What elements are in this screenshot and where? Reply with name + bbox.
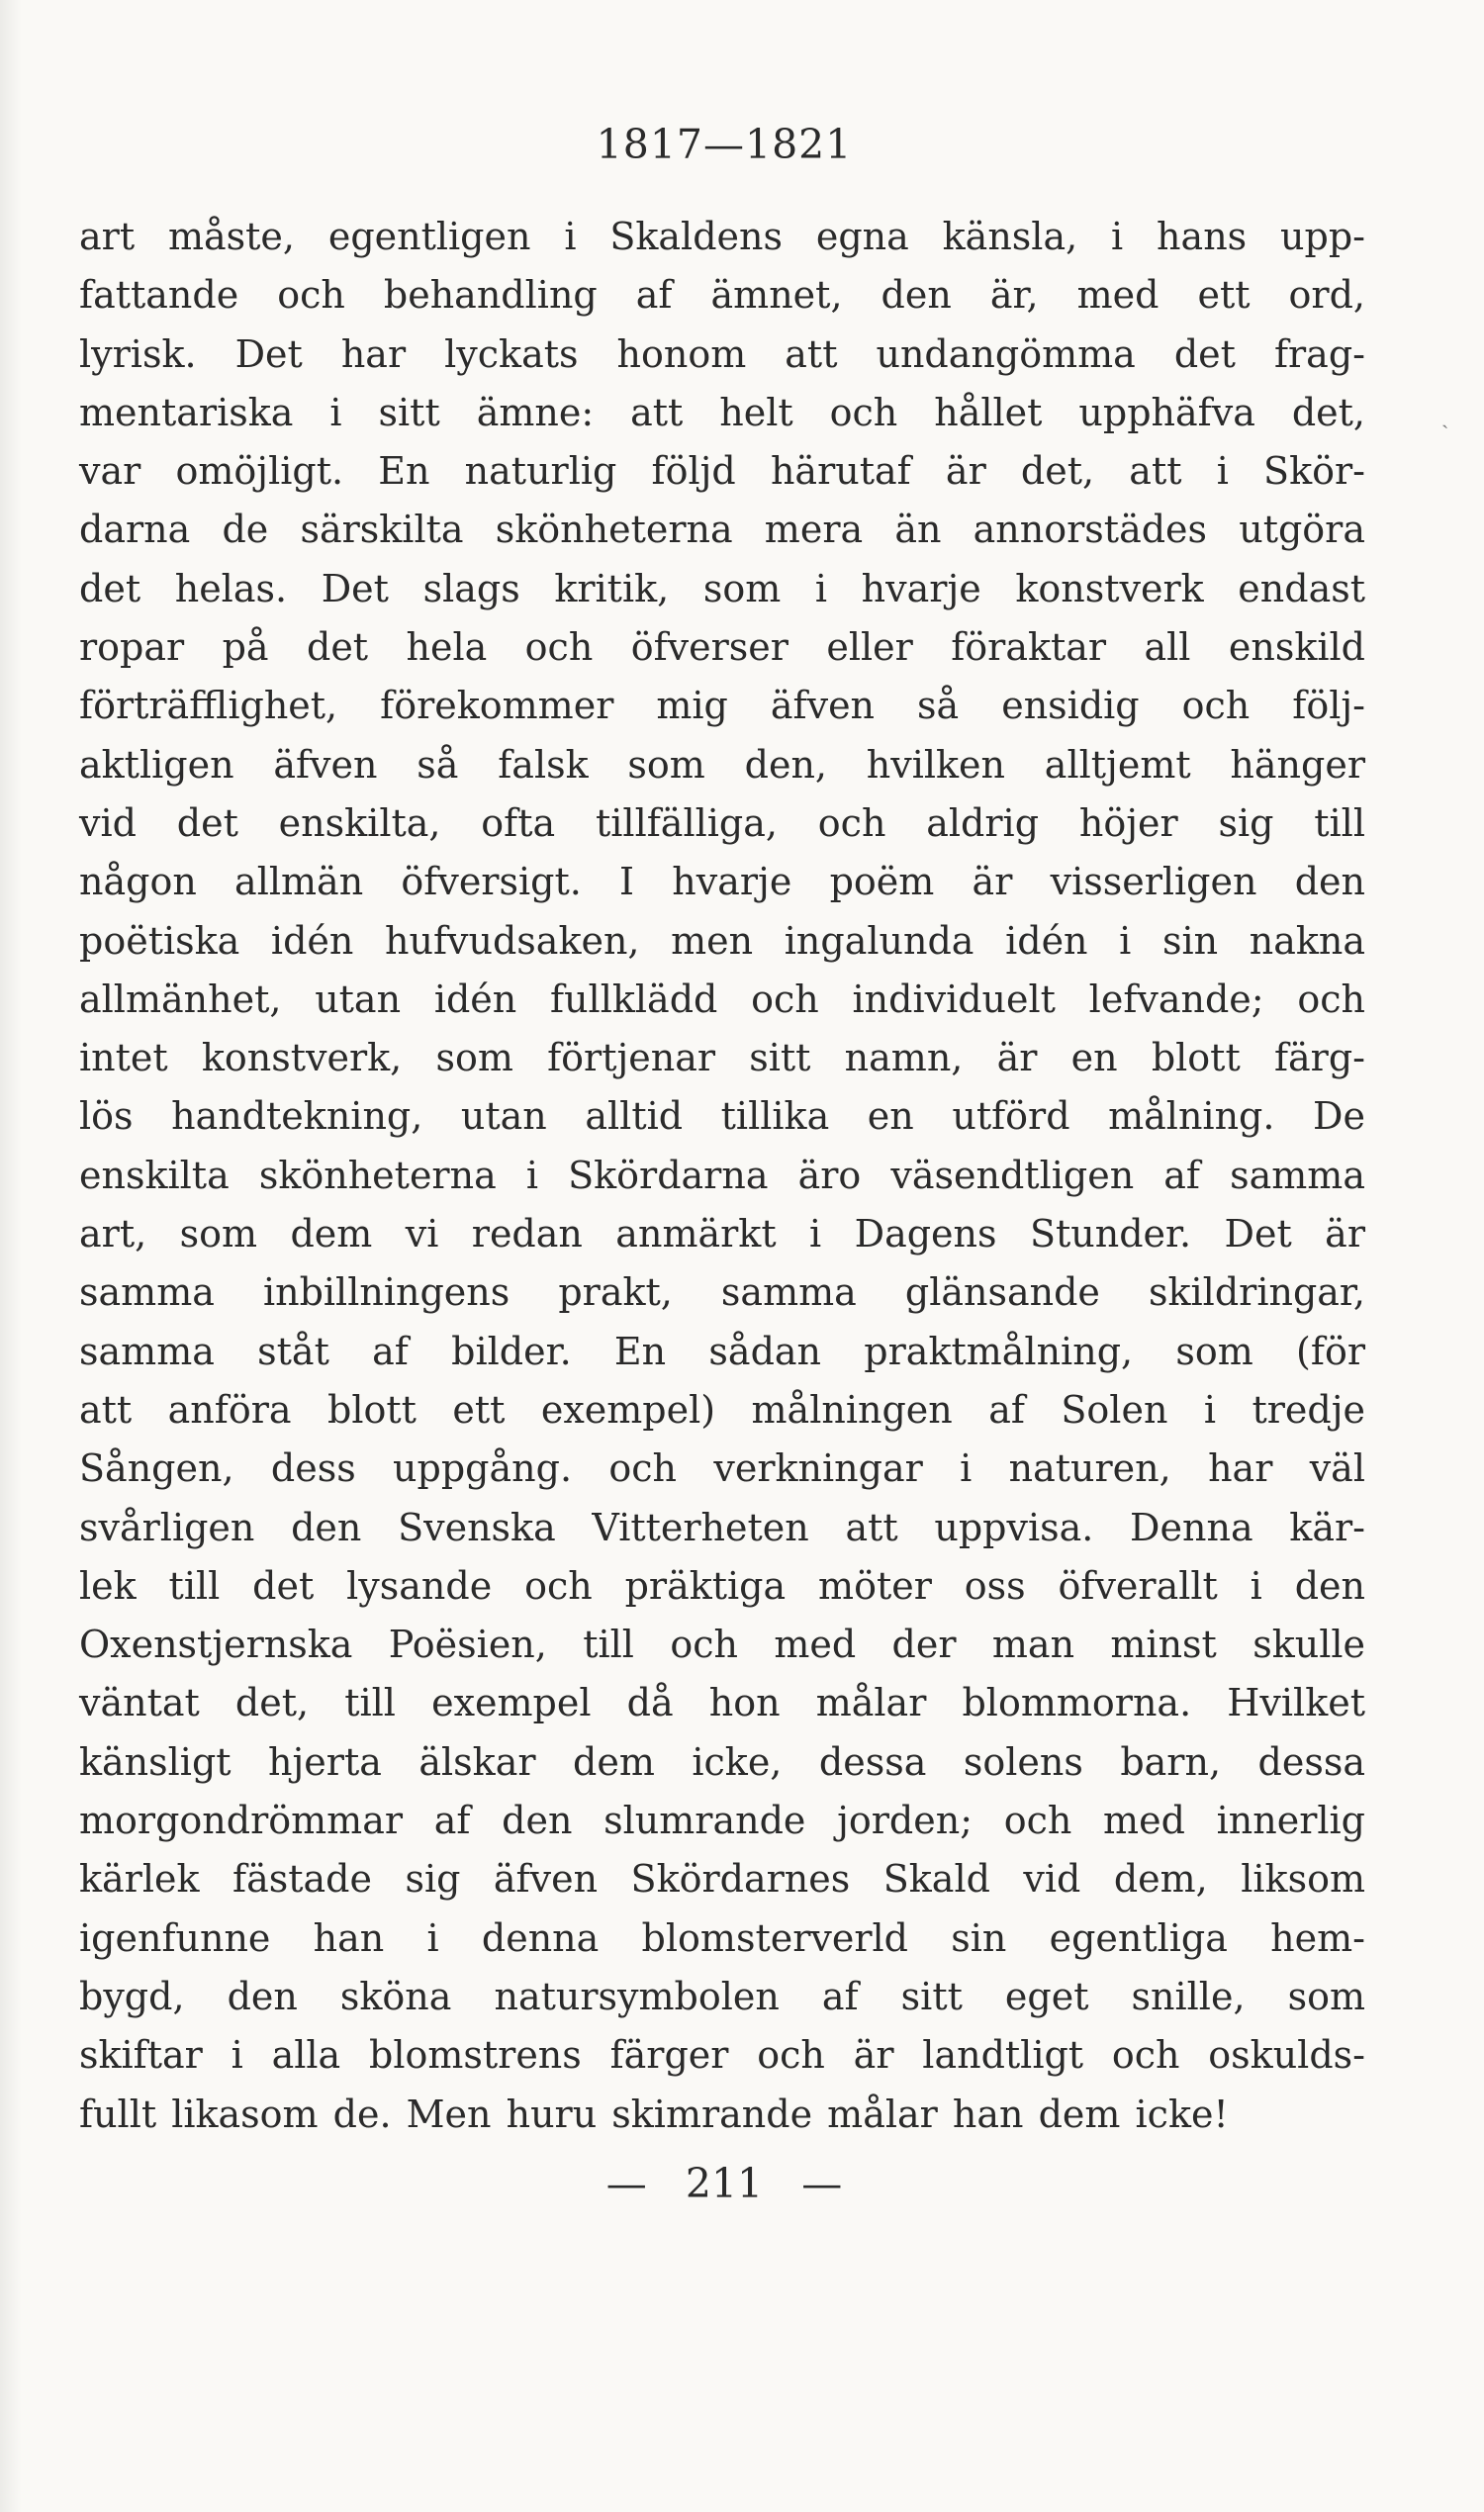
text-line: mentariska i sitt ämne: att helt och hållet upphäfva det,: [79, 390, 1365, 434]
text-line: det helas. Det slags kritik, som i hvarje konstverk endast: [79, 566, 1365, 610]
text-line: darna de särskilta skönheterna mera än annorstädes utgöra: [79, 508, 1365, 552]
text-line: lyrisk. Det har lyckats honom att undangömma det frag-: [79, 331, 1365, 376]
text-line: aktligen äfven så falsk som den, hvilken alltjemt hänger: [79, 742, 1365, 787]
text-line: samma inbillningens prakt, samma glänsande skildringar,: [79, 1270, 1365, 1315]
text-line: art, som dem vi redan anmärkt i Dagens Stunder. Det är: [79, 1212, 1365, 1256]
text-line: svårligen den Svenska Vitterheten att uppvisa. Denna kär-: [79, 1505, 1365, 1549]
margin-mark: ˏ: [1441, 405, 1449, 429]
text-line: var omöjligt. En naturlig följd härutaf är det, att i Skör-: [79, 449, 1365, 494]
text-line: kärlek fästade sig äfven Skördarnes Skald vid dem, liksom: [79, 1857, 1365, 1902]
text-line: ropar på det hela och öfverser eller föraktar all enskild: [79, 625, 1365, 670]
text-line: poëtiska idén hufvudsaken, men ingalunda idén i sin nakna: [79, 918, 1365, 963]
running-head: 1817—1821: [596, 121, 853, 168]
text-line: samma ståt af bilder. En sådan praktmålning, som (för: [79, 1329, 1365, 1373]
text-line: fullt likasom de. Men huru skimrande målar han dem icke!: [79, 2092, 1229, 2136]
text-line: Sången, dess uppgång. och verkningar i naturen, har väl: [79, 1446, 1365, 1491]
text-line: morgondrömmar af den slumrande jorden; och med innerlig: [79, 1799, 1365, 1843]
page-number: — 211 —: [605, 2160, 843, 2207]
text-line: vid det enskilta, ofta tillfälliga, och aldrig höjer sig till: [79, 800, 1365, 845]
text-line: igenfunne han i denna blomsterverld sin egentliga hem-: [79, 1915, 1365, 1960]
text-line: förträfflighet, förekommer mig äfven så ensidig och följ-: [79, 684, 1365, 728]
text-line: känsligt hjerta älskar dem icke, dessa solens barn, dessa: [79, 1739, 1365, 1784]
text-line: att anföra blott ett exempel) målningen af Solen i tredje: [79, 1387, 1365, 1432]
text-line: lös handtekning, utan alltid tillika en utförd målning. De: [79, 1094, 1365, 1139]
text-line: skiftar i alla blomstrens färger och är landtligt och oskulds-: [79, 2033, 1365, 2078]
text-line: väntat det, till exempel då hon målar blommorna. Hvilket: [79, 1681, 1365, 1725]
text-line: lek till det lysande och präktiga möter oss öfverallt i den: [79, 1563, 1365, 1608]
text-line: fattande och behandling af ämnet, den är, med ett ord,: [79, 273, 1365, 318]
text-line: Oxenstjernska Poësien, till och med der man minst skulle: [79, 1623, 1365, 1667]
text-line: art måste, egentligen i Skaldens egna känsla, i hans upp-: [79, 215, 1365, 258]
text-line: enskilta skönheterna i Skördarna äro väsendtligen af samma: [79, 1153, 1365, 1197]
body-text: [79, 208, 1365, 2144]
text-line: bygd, den sköna natursymbolen af sitt eget snille, som: [79, 1974, 1365, 2018]
text-line: allmänhet, utan idén fullklädd och individuelt lefvande; och: [79, 977, 1365, 1021]
text-line: någon allmän öfversigt. I hvarje poëm är visserligen den: [79, 860, 1365, 904]
gutter-shadow: [0, 0, 22, 2512]
text-line: intet konstverk, som förtjenar sitt namn, är en blott färg-: [79, 1036, 1365, 1080]
